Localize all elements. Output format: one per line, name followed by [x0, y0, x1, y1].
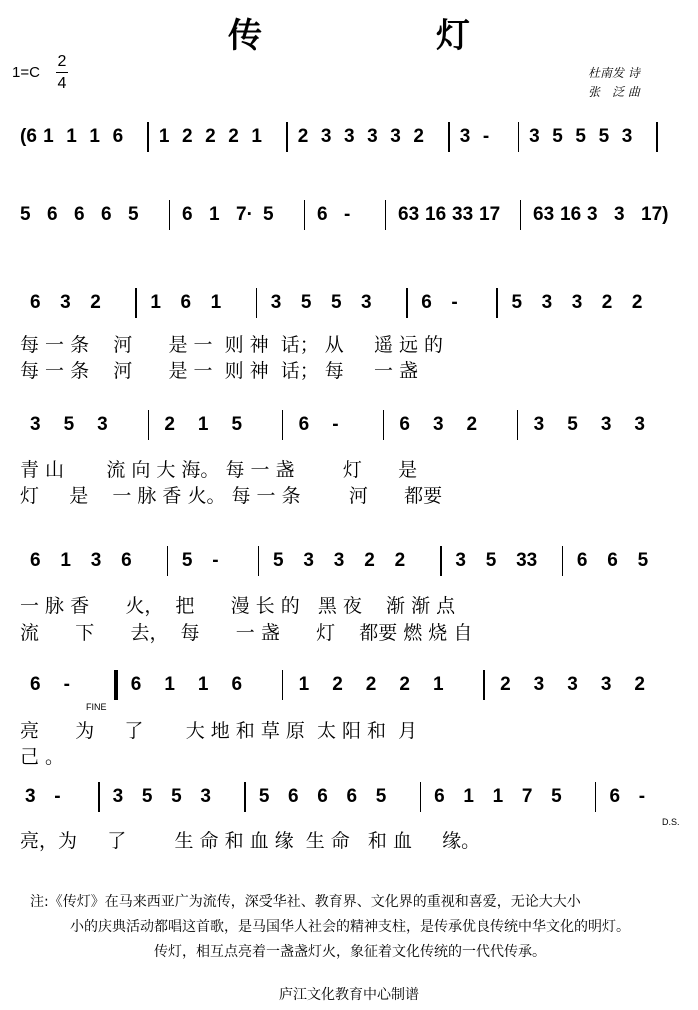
note-token: 3 [333, 550, 345, 571]
note-token: 2 [634, 674, 645, 695]
note-token: 2 [332, 674, 343, 695]
note-token: - [638, 786, 646, 807]
note-token: 3 [270, 292, 282, 313]
note-token: 17) [641, 204, 669, 225]
note-token: 3 [634, 414, 645, 435]
note-token: 6 [182, 204, 193, 225]
note-token: 3 [567, 674, 578, 695]
note-token: 1 [492, 786, 504, 807]
bar-line [483, 670, 485, 700]
note-token: 16 [425, 204, 447, 225]
credits [588, 64, 640, 102]
note-token: 5 [258, 786, 270, 807]
key-signature: 1=C [12, 64, 40, 81]
note-token: 2 [413, 126, 424, 147]
bar-line [440, 546, 442, 576]
bar-line [147, 122, 149, 152]
note-token: 6 [112, 126, 124, 147]
note-token: 6 [317, 204, 328, 225]
bar-line [167, 546, 169, 576]
note-token: (6 [20, 126, 37, 147]
footnote [30, 890, 670, 965]
time-signature-bottom: 4 [57, 75, 67, 92]
note-token: 1 [43, 126, 54, 147]
note-token: 5 [637, 550, 649, 571]
bar-line [169, 200, 171, 230]
note-token: 1 [251, 126, 262, 147]
note-token: 1 [463, 786, 474, 807]
note-token: 3 [320, 126, 332, 147]
note-token: 2 [228, 126, 239, 147]
note-token: 3 [600, 414, 612, 435]
fine-marking: FINE [86, 702, 107, 712]
note-token: 6 [434, 786, 445, 807]
note-token: - [482, 126, 490, 147]
bar-line [406, 288, 408, 318]
note-token: 5 [551, 786, 562, 807]
note-token: 5 [181, 550, 193, 571]
bar-line [385, 200, 387, 230]
note-token: 6 [30, 292, 41, 313]
note-token: - [54, 786, 61, 807]
note-token: 1 [298, 674, 310, 695]
note-token: 63 [398, 204, 420, 225]
note-token: 5 [231, 414, 243, 435]
note-token: 6 [231, 674, 243, 695]
note-token: 6 [576, 550, 588, 571]
bar-line [286, 122, 288, 152]
time-signature-top: 2 [57, 53, 67, 70]
note-token: 5 [567, 414, 578, 435]
note-token: 3 [587, 204, 598, 225]
note-token: 3 [30, 414, 41, 435]
note-token: 2 [500, 674, 511, 695]
footnote-line: 注:《传灯》在马来西亚广为流传，深受华社、教育界、文化界的重视和喜爱，无论大大小 [30, 894, 581, 910]
bar-line [282, 670, 284, 700]
note-token: 3 [97, 414, 108, 435]
note-token: 3 [367, 126, 378, 147]
note-token: 3 [90, 550, 102, 571]
time-signature [52, 52, 72, 93]
bar-line [256, 288, 258, 318]
note-token: 3 [455, 550, 466, 571]
note-token: - [332, 414, 339, 435]
note-token: 2 [631, 292, 643, 313]
note-token: 5 [273, 550, 284, 571]
note-token: 2 [365, 674, 377, 695]
note-token: 3 [390, 126, 401, 147]
ds-marking: D.S. [662, 817, 680, 827]
bar-line [282, 410, 284, 440]
bar-line [517, 410, 519, 440]
note-token: 6 [47, 204, 58, 225]
note-token: - [451, 292, 458, 313]
bar-line [518, 122, 520, 152]
bar-line [420, 782, 422, 812]
note-token: 3 [459, 126, 471, 147]
note-token: 2 [601, 292, 613, 313]
note-token: 7 [521, 786, 533, 807]
note-token: 3 [533, 674, 545, 695]
bar-line [304, 200, 306, 230]
note-token: 2 [205, 126, 216, 147]
note-token: 5 [20, 204, 31, 225]
lyric-line: 每 一 条 河 是 一 则 神 话； 从 遥 远 的 [20, 334, 444, 356]
note-token: 5 [552, 126, 563, 147]
note-token: 6 [30, 550, 41, 571]
note-token: 5 [485, 550, 497, 571]
note-token: 2 [182, 126, 193, 147]
note-token: 1 [432, 674, 444, 695]
bar-line [258, 546, 260, 576]
bar-line [496, 288, 498, 318]
note-token: 5 [511, 292, 523, 313]
bar-line [244, 782, 246, 812]
bar-line [595, 782, 597, 812]
lyricist-credit: 杜南发 诗 [588, 66, 640, 80]
song-title: 传 灯 [228, 16, 540, 56]
note-token: 17 [479, 204, 501, 225]
footnote-line: 传灯，相互点亮着一盏盏灯火，象征着文化传统的一代代传承。 [154, 944, 546, 960]
publisher-credit: 庐江文化教育中心制谱 [279, 987, 419, 1003]
note-token: 6 [399, 414, 410, 435]
note-token: 3 [614, 204, 625, 225]
note-token: 3 [60, 292, 71, 313]
note-token: 2 [297, 126, 309, 147]
note-token: 3 [361, 292, 372, 313]
note-token: 33 [516, 550, 538, 571]
lyric-line: 一 脉 香 火， 把 漫 长 的 黑 夜 渐 渐 点 [20, 595, 456, 617]
note-token: 6 [130, 674, 142, 695]
lyric-line: 每 一 条 河 是 一 则 神 话； 每 一 盏 [20, 360, 418, 382]
note-token: 6 [609, 786, 621, 807]
bar-line [135, 288, 137, 318]
note-token: 3 [303, 550, 314, 571]
note-token: 2 [394, 550, 406, 571]
note-token: 1 [150, 292, 161, 313]
note-token: - [344, 204, 351, 225]
composer-credit: 张 泛 曲 [588, 85, 640, 99]
note-token: 1 [197, 414, 209, 435]
note-token: 1 [210, 292, 222, 313]
note-token: 5 [128, 204, 139, 225]
lyric-line: 灯 是 一 脉 香 火。 每 一 条 河 都要 [20, 485, 443, 507]
note-token: 1 [209, 204, 220, 225]
lyric-line: 亮，为 了 生 命 和 血 缘 生 命 和 血 缘。 [20, 830, 481, 852]
note-token: 1 [158, 126, 170, 147]
note-token: - [212, 550, 219, 571]
bar-line [562, 546, 564, 576]
note-token: 3 [344, 126, 355, 147]
note-token: 1 [89, 126, 100, 147]
bar-line [448, 122, 450, 152]
note-token: 3 [200, 786, 211, 807]
note-token: 5 [141, 786, 153, 807]
bar-line [520, 200, 522, 230]
note-token: 5 [171, 786, 182, 807]
note-token: 7· [236, 204, 253, 225]
note-token: 2 [466, 414, 478, 435]
note-token: 5 [300, 292, 312, 313]
note-token: 5 [330, 292, 342, 313]
note-token: 2 [90, 292, 101, 313]
note-token: 3 [112, 786, 124, 807]
bar-line [114, 670, 118, 700]
note-token: 6 [317, 786, 328, 807]
note-token: 6 [288, 786, 299, 807]
bar-line [656, 122, 658, 152]
bar-line [148, 410, 150, 440]
note-token: 33 [452, 204, 474, 225]
note-token: 3 [621, 126, 633, 147]
lyric-line: 己 。 [20, 746, 65, 768]
note-token: 3 [529, 126, 540, 147]
note-token: 6 [346, 786, 358, 807]
footnote-line: 小的庆典活动都唱这首歌，是马国华人社会的精神支柱，是传承优良传统中华文化的明灯。 [70, 919, 630, 935]
note-token: 6 [607, 550, 618, 571]
note-token: 6 [101, 204, 112, 225]
note-token: 16 [560, 204, 582, 225]
note-token: 6 [298, 414, 310, 435]
note-token: 3 [571, 292, 583, 313]
lyric-line: 青 山 流 向 大 海。 每 一 盏 灯 是 [20, 459, 418, 481]
lyric-line: 亮 为 了 大 地 和 草 原 太 阳 和 月 [20, 720, 418, 742]
note-token: 6 [421, 292, 432, 313]
note-token: 1 [66, 126, 77, 147]
note-token: 1 [60, 550, 71, 571]
bar-line [98, 782, 100, 812]
note-token: 6 [74, 204, 85, 225]
note-token: 3 [541, 292, 553, 313]
note-token: 2 [399, 674, 410, 695]
note-token: 1 [164, 674, 175, 695]
bar-line [383, 410, 385, 440]
note-token: 2 [364, 550, 375, 571]
note-token: 3 [533, 414, 545, 435]
note-token: 6 [180, 292, 192, 313]
note-token: - [63, 674, 70, 695]
note-token: 6 [121, 550, 132, 571]
note-token: 5 [63, 414, 75, 435]
note-token: 3 [25, 786, 36, 807]
note-token: 3 [600, 674, 612, 695]
note-token: 6 [30, 674, 41, 695]
note-token: 63 [533, 204, 555, 225]
note-token: 5 [598, 126, 610, 147]
note-token: 5 [375, 786, 387, 807]
note-token: 1 [197, 674, 209, 695]
note-token: 5 [263, 204, 274, 225]
lyric-line: 流 下 去， 每 一 盏 灯 都要 燃 烧 自 [20, 622, 473, 644]
note-token: 2 [164, 414, 175, 435]
note-token: 5 [575, 126, 586, 147]
note-token: 3 [432, 414, 444, 435]
